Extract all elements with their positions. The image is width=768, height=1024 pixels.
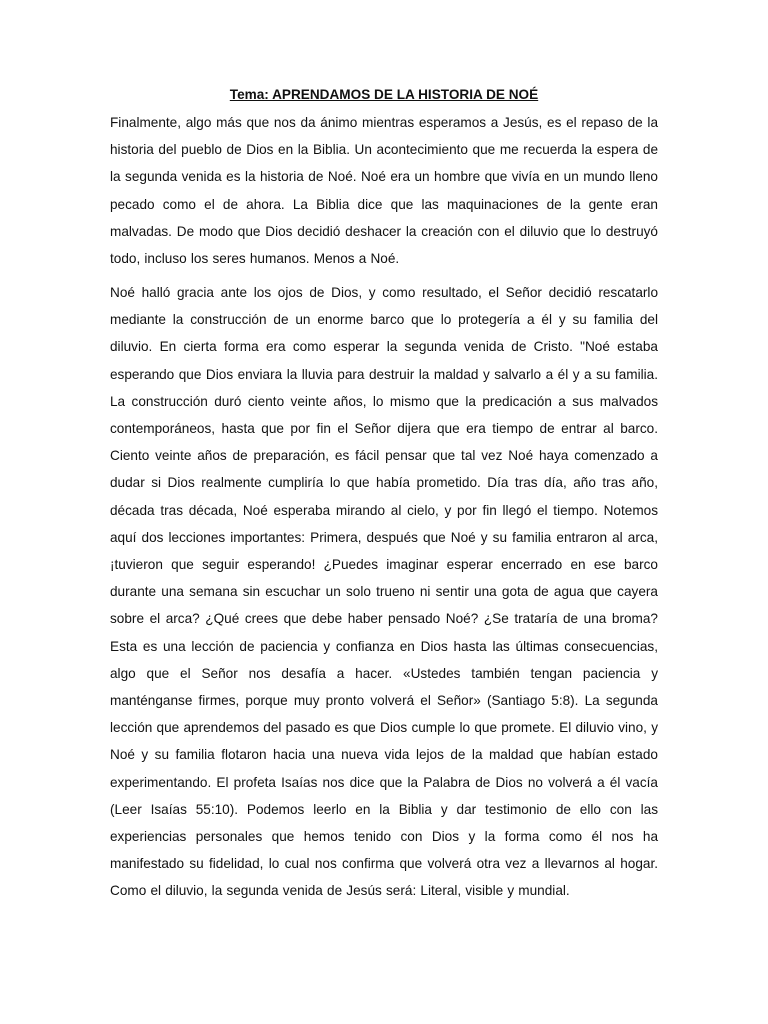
paragraph-1: Finalmente, algo más que nos da ánimo mientras esperamos a Jesús, es el repaso de la historia del pueblo de Dios en la Biblia. Un acontecimiento que me recuerda la espera de la segunda venida es la historia de Noé. Noé era un hombre que vivía en un mundo lleno pecado como el de ahora. La Biblia dice que las maquinaciones de la gente eran malvadas. De modo que Dios decidió deshacer la creación con el diluvio que lo destruyó todo, incluso los seres humanos. Menos a Noé.: [110, 115, 658, 267]
document-title: Tema: APRENDAMOS DE LA HISTORIA DE NOÉ: [229, 87, 539, 102]
paragraph-2: Noé halló gracia ante los ojos de Dios, y como resultado, el Señor decidió rescatarlo mediante la construcción de un enorme barco que lo protegería a él y su familia del diluvio. En cierta forma era como esperar la segunda venida de Cristo. "Noé estaba esperando que Dios enviara la lluvia para destruir la maldad y salvarlo a él y a su familia. La construcción duró ciento veinte años, lo mismo que la predicación a sus malvados contemporáneos, hasta que por fin el Señor dijera que era tiempo de entrar al barco. Ciento veinte años de preparación, es fácil pensar que tal vez Noé haya comenzado a dudar si Dios realmente cumpliría lo que había prometido. Día tras día, año tras año, década tras década, Noé esperaba mirando al cielo, y por fin llegó el tiempo. Notemos aquí dos lecciones importantes: Primera, después que Noé y su familia entraron al arca, ¡tuvieron que seguir esperando! ¿Puedes imaginar esperar encerrado en ese barco durante una semana sin escuchar un solo trueno ni sentir una gota de agua que cayera sobre el arca? ¿Qué crees que debe haber pensado Noé? ¿Se trataría de una broma? Esta es una lección de paciencia y confianza en Dios hasta las últimas consecuencias, algo que el Señor nos desafía a hacer. «Ustedes también tengan paciencia y manténganse firmes, porque muy pronto volverá el Señor» (Santiago 5:8). La segunda lección que aprendemos del pasado es que Dios cumple lo que promete. El diluvio vino, y Noé y su familia flotaron hacia una nueva vida lejos de la maldad que habían estado experimentando. El profeta Isaías nos dice que la Palabra de Dios no volverá a él vacía (Leer Isaías 55:10). Podemos leerlo en la Biblia y dar testimonio de ello con las experiencias personales que hemos tenido con Dios y la forma como él nos ha manifestado su fidelidad, lo cual nos confirma que volverá otra vez a llevarnos al hogar. Como el diluvio, la segunda venida de Jesús será: Literal, visible y mundial.: [110, 285, 658, 899]
